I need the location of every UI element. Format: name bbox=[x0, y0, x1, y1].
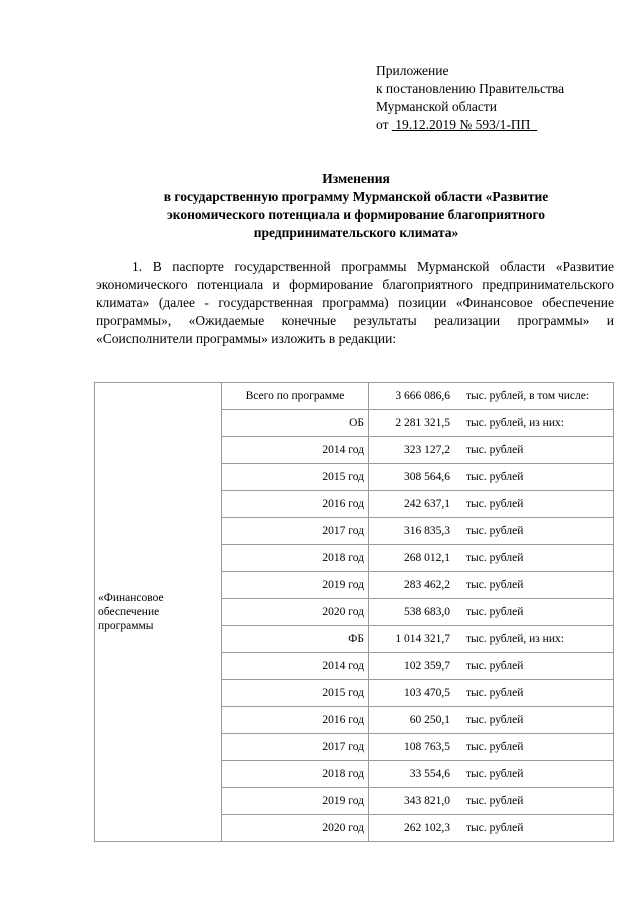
row-unit: тыс. рублей, из них: bbox=[452, 626, 614, 653]
row-value: 242 637,1 bbox=[369, 491, 453, 518]
row-value: 343 821,0 bbox=[369, 788, 453, 815]
row-value: 268 012,1 bbox=[369, 545, 453, 572]
row-unit: тыс. рублей bbox=[452, 599, 614, 626]
row-value: 108 763,5 bbox=[369, 734, 453, 761]
appendix-header bbox=[376, 62, 564, 134]
appendix-line-3: Мурманской области bbox=[376, 99, 497, 114]
row-label: 2017 год bbox=[222, 734, 369, 761]
row-value: 103 470,5 bbox=[369, 680, 453, 707]
row-label: 2019 год bbox=[222, 788, 369, 815]
row-label: 2018 год bbox=[222, 761, 369, 788]
financing-label-cell bbox=[95, 383, 222, 842]
row-unit: тыс. рублей, в том числе: bbox=[452, 383, 614, 410]
title-line-3: экономического потенциала и формирование благоприятного bbox=[166, 207, 546, 222]
row-value: 1 014 321,7 bbox=[369, 626, 453, 653]
row-unit: тыс. рублей bbox=[452, 680, 614, 707]
appendix-line-2: к постановлению Правительства bbox=[376, 81, 565, 96]
row-value: 60 250,1 bbox=[369, 707, 453, 734]
financing-label-line: «Финансовое bbox=[98, 592, 164, 604]
financing-label-line: программы bbox=[98, 620, 154, 632]
financing-label-line: обеспечение bbox=[98, 606, 160, 618]
row-unit: тыс. рублей bbox=[452, 788, 614, 815]
row-unit: тыс. рублей bbox=[452, 815, 614, 842]
row-value: 3 666 086,6 bbox=[369, 383, 453, 410]
row-label: 2018 год bbox=[222, 545, 369, 572]
row-label: 2020 год bbox=[222, 599, 369, 626]
row-value: 262 102,3 bbox=[369, 815, 453, 842]
row-label: ФБ bbox=[222, 626, 369, 653]
body-paragraph: 1. В паспорте государственной программы Мурманской области «Развитие экономического потенциала и формирование благоприятного предпринимательского климата» (далее - государственная программа) позиции «Финансовое обеспечение программы», «Ожидаемые конечные результаты реализации программы» и «Соисполнители программы» изложить в редакции: bbox=[96, 259, 614, 346]
row-label: 2017 год bbox=[222, 518, 369, 545]
row-label: 2020 год bbox=[222, 815, 369, 842]
row-unit: тыс. рублей bbox=[452, 464, 614, 491]
row-unit: тыс. рублей bbox=[452, 545, 614, 572]
title-line-1: Изменения bbox=[322, 171, 390, 186]
appendix-line-1: Приложение bbox=[376, 63, 449, 78]
row-unit: тыс. рублей bbox=[452, 653, 614, 680]
row-label: 2015 год bbox=[222, 680, 369, 707]
table-row bbox=[95, 383, 614, 410]
title-line-4: предпринимательского климата» bbox=[253, 225, 459, 240]
row-value: 308 564,6 bbox=[369, 464, 453, 491]
row-unit: тыс. рублей bbox=[452, 761, 614, 788]
row-value: 283 462,2 bbox=[369, 572, 453, 599]
row-value: 323 127,2 bbox=[369, 437, 453, 464]
row-label: ОБ bbox=[222, 410, 369, 437]
date-prefix: от bbox=[376, 117, 389, 132]
row-value: 33 554,6 bbox=[369, 761, 453, 788]
row-value: 102 359,7 bbox=[369, 653, 453, 680]
row-unit: тыс. рублей bbox=[452, 518, 614, 545]
row-unit: тыс. рублей bbox=[452, 707, 614, 734]
row-label: 2016 год bbox=[222, 707, 369, 734]
row-unit: тыс. рублей bbox=[452, 572, 614, 599]
appendix-date-line bbox=[376, 116, 564, 134]
row-label: Всего по программе bbox=[222, 383, 369, 410]
row-label: 2019 год bbox=[222, 572, 369, 599]
row-unit: тыс. рублей bbox=[452, 437, 614, 464]
row-label: 2016 год bbox=[222, 491, 369, 518]
title-line-2: в государственную программу Мурманской области «Развитие bbox=[163, 189, 549, 204]
document-title bbox=[96, 170, 616, 242]
row-unit: тыс. рублей bbox=[452, 734, 614, 761]
row-value: 2 281 321,5 bbox=[369, 410, 453, 437]
row-value: 538 683,0 bbox=[369, 599, 453, 626]
row-unit: тыс. рублей bbox=[452, 491, 614, 518]
row-label: 2015 год bbox=[222, 464, 369, 491]
row-label: 2014 год bbox=[222, 653, 369, 680]
financing-table bbox=[94, 382, 614, 842]
row-label: 2014 год bbox=[222, 437, 369, 464]
row-unit: тыс. рублей, из них: bbox=[452, 410, 614, 437]
date-value: 19.12.2019 № 593/1-ПП bbox=[395, 117, 531, 132]
row-value: 316 835,3 bbox=[369, 518, 453, 545]
